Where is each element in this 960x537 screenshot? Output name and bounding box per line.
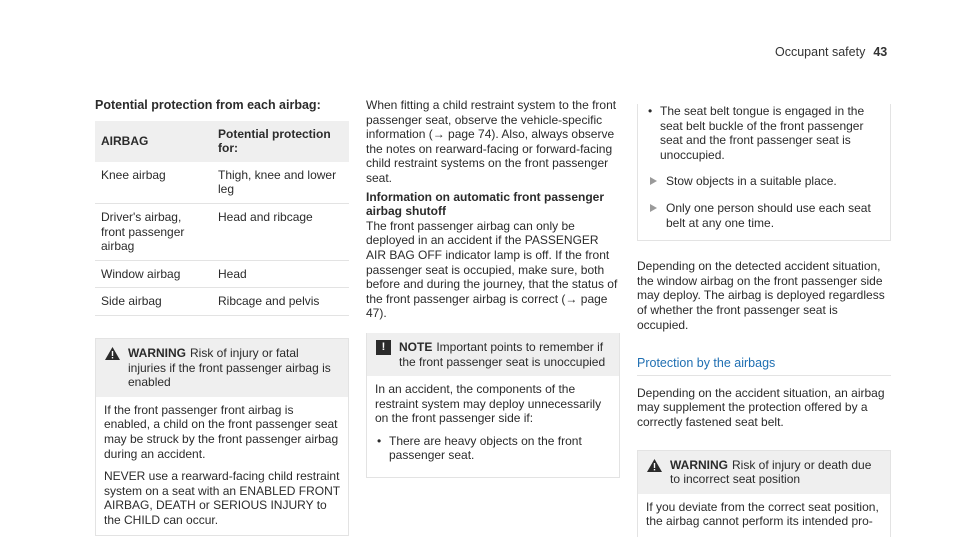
page-header — [775, 45, 887, 59]
column-2 — [366, 98, 620, 478]
arrow-right-icon — [650, 177, 657, 185]
note-box — [366, 333, 620, 478]
note-continuation — [637, 104, 891, 241]
table-header: Potential protection for: — [212, 121, 349, 162]
list-item — [375, 434, 611, 463]
note-title: Important points to remember if the front passenger seat is unoccupied — [399, 339, 606, 369]
note-body — [367, 376, 619, 477]
table-cell: Ribcage and pelvis — [212, 288, 349, 316]
paragraph: The front passenger airbag can only be deployed in an accident if the PASSENGER AIR BAG OFF indicator lamp is off. If the front passenger seat is occupied, make sure, both before and during the journey, that the status of the front passenger airbag is correct (→ page 47). — [366, 218, 618, 321]
warning-title: Risk of injury or fatal injuries if the front passenger airbag is enabled — [128, 345, 331, 390]
instruction-step — [646, 174, 882, 189]
paragraph: When fitting a child restraint system to the front passenger seat, observe the vehicle-specific information (→ page 74). Also, always observe the notes on rearward-facing or forward-facing child restraint systems on the front passenger seat. — [366, 98, 617, 185]
table-row — [95, 260, 349, 288]
step-text: Only one person should use each seat belt at any one time. — [666, 200, 871, 230]
note-text: In an accident, the components of the restraint system may deploy unnecessarily on the front passenger side if: — [375, 382, 602, 426]
table-header: AIRBAG — [95, 121, 212, 162]
table-header-row — [95, 121, 349, 162]
note-keyword: NOTE — [399, 339, 433, 354]
warning-keyword: WARNING — [128, 345, 186, 360]
warning-text: If the front passenger front airbag is enabled, a child on the front passenger seat may be struck by the front passenger airbag during an accident. — [104, 402, 339, 461]
note-list — [646, 104, 882, 162]
table-row — [95, 162, 349, 204]
section-heading: Protection by the airbags — [637, 356, 891, 376]
list-item — [646, 104, 882, 162]
column-3 — [637, 98, 891, 537]
table-cell: Side airbag — [95, 288, 212, 316]
note-exclamation-icon: ! — [376, 340, 391, 355]
warning-text: NEVER use a rearward-facing child restraint system on a seat with an ENABLED FRONT AIRBAG, DEATH or SERIOUS INJURY to the CHILD can occur. — [104, 469, 340, 527]
warning-text: If you deviate from the correct seat position, the airbag cannot perform its intended pro- — [646, 499, 879, 529]
table-cell: Window airbag — [95, 260, 212, 288]
table-cell: Head and ribcage — [212, 203, 349, 260]
warning-keyword: WARNING — [670, 457, 728, 472]
warning-body — [638, 494, 890, 537]
warning-title: Risk of injury or death due to incorrect seat position — [670, 457, 872, 487]
table-title: Potential protection from each airbag: — [95, 98, 321, 112]
arrow-right-icon — [650, 204, 657, 212]
list-item-text: The seat belt tongue is engaged in the seat belt buckle of the front passenger seat and the front passenger seat is unoccupied. — [660, 104, 865, 162]
step-text: Stow objects in a suitable place. — [666, 174, 837, 189]
note-header — [367, 333, 619, 376]
table-cell: Knee airbag — [95, 162, 212, 204]
table-row — [95, 203, 349, 260]
warning-triangle-icon — [105, 347, 120, 360]
note-list — [375, 434, 611, 463]
warning-triangle-icon — [647, 459, 662, 472]
table-cell: Head — [212, 260, 349, 288]
list-item-text: There are heavy objects on the front passenger seat. — [389, 433, 582, 463]
subheading: Information on automatic front passenger airbag shutoff — [366, 189, 605, 219]
warning-header — [638, 451, 890, 494]
page-number: 43 — [873, 45, 888, 59]
section-title: Occupant safety — [775, 45, 866, 59]
warning-header — [96, 339, 348, 397]
instruction-step — [646, 201, 882, 230]
warning-body — [96, 397, 348, 536]
paragraph: Depending on the detected accident situation, the window airbag on the front passenger side may deploy. The airbag is deployed regardless of whether the front passenger seat is occupied. — [637, 259, 885, 332]
table-row — [95, 288, 349, 316]
warning-box — [637, 450, 891, 537]
column-1 — [95, 98, 349, 536]
bullet-icon: • — [648, 104, 653, 118]
warning-box — [95, 338, 349, 537]
airbag-table — [95, 121, 349, 316]
paragraph: Depending on the accident situation, an airbag may supplement the protection offered by a correctly fastened seat belt. — [637, 385, 885, 429]
table-cell: Thigh, knee and lower leg — [212, 162, 349, 204]
bullet-icon: • — [377, 433, 382, 448]
table-cell: Driver's airbag, front passenger airbag — [95, 203, 212, 260]
